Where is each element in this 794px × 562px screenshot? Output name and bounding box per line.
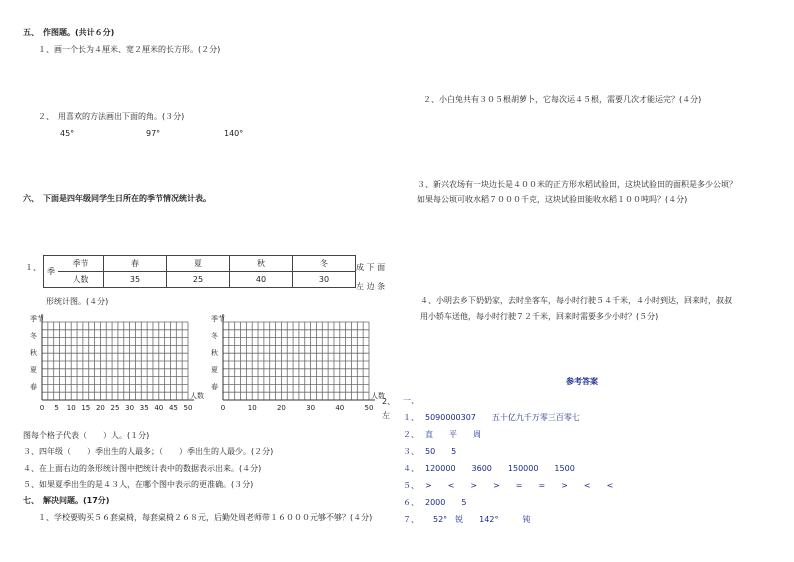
section6-q5: ５、如果夏季出生的是４３人，在哪个图中表示的更准确。(３分) [23,480,254,489]
section6-q1-cont: 形统计图。(４分) [46,297,109,306]
x-tick-label: 50 [364,404,374,412]
answer-num-4: ４、 [403,464,419,473]
angle-140: 140° [224,129,244,138]
angle-97: 97° [146,129,161,138]
category-label: 春 [211,383,218,391]
table-count-autumn: 40 [230,272,293,288]
table-count-spring: 35 [104,272,167,288]
answer-num-6: ６、 [403,498,419,507]
section5-q2: ２、 用喜欢的方法画出下面的角。(３分) [38,112,185,121]
section6-q2: 图每个格子代表（ ）人。(１分) [23,431,150,440]
section7-q2: ２、小白兔共有３０５根胡萝卜，它每次运４５根，需要几次才能运完？(４分) [423,95,702,104]
table-row-label: 人数 [58,272,104,288]
x-tick-label: 10 [66,404,76,412]
table-season-spring: 春 [104,256,167,272]
x-tick-label: 20 [95,404,105,412]
bar-chart-left [24,310,204,422]
table-count-summer: 25 [167,272,230,288]
section7-q3-line1: ３、新兴农场有一块边长是４００米的正方形水稻试验田，这块试验田的面积是多少公顷？ [417,180,737,189]
x-tick-label: 10 [247,404,257,412]
chart-grid-1 [223,322,369,400]
table-corner: 季 [44,256,59,288]
category-label: 夏 [211,366,218,374]
section7-title: 七、 解决问题。(17分) [23,496,110,505]
answer-num-2: ２、 [403,430,419,439]
answer-text-5: > < > > = = > < < [425,481,614,490]
section7-q1: １、学校要购买５６套桌椅，每套桌椅２６８元，后勤处周老师带１６０００元够不够？(４分) [38,513,373,522]
table-season-autumn: 秋 [230,256,293,272]
x-tick-label: 30 [125,404,135,412]
section6-q1-right-1: 成 下 面 [356,263,386,272]
x-tick-label: 35 [139,404,149,412]
section6-q4: ４、在上面右边的条形统计图中把统计表中的数据表示出来。(４分) [23,464,262,473]
section6-q1-num: １、 [25,263,41,272]
bar-chart-right [205,310,385,422]
table-row [44,272,356,288]
answer-text-6: 2000 5 [425,498,467,507]
section6-q1-right-2: 左 边 条 [356,282,386,291]
section7-q3-line2: 如果每公顷可收水稻７０００千克，这块试验田能收水稻１００吨吗？(４分) [417,195,688,204]
table-season-summer: 夏 [167,256,230,272]
answer-text-2: 直 平 周 [425,430,481,439]
answer-num-7: ７、 [403,515,419,524]
category-label: 秋 [211,349,218,357]
x-tick-label: 30 [306,404,316,412]
chart-grid-0 [42,322,188,400]
x-axis-label: 人数 [190,392,204,400]
section5-title: 五、 作图题。(共计６分) [23,28,115,37]
answer-text-4: 120000 3600 150000 1500 [425,464,575,473]
x-tick-label: 5 [54,404,59,412]
season-stats-table [43,255,356,288]
x-axis-label: 人数 [371,392,385,400]
x-tick-label: 40 [335,404,345,412]
answer-num-5: ５、 [403,481,419,490]
x-tick-label: 0 [39,404,45,412]
section6-title: 六、 下面是四年级同学生日所在的季节情况统计表。 [23,194,211,203]
answer-text-1: 5090000307 五十亿九千万零三百零七 [425,413,580,422]
category-label: 春 [30,383,37,391]
x-tick-label: 25 [110,404,120,412]
table-row [44,256,356,272]
x-tick-label: 45 [168,404,178,412]
category-label: 秋 [30,349,37,357]
answer-text-3: 50 5 [425,447,457,456]
section6-q2-num: 2、 [382,397,396,406]
section6-q3: ３、四年级（ ）季出生的人最多；（ ）季出生的人最少。(２分) [23,447,274,456]
answers-part: 一、 [403,396,419,405]
x-tick-label: 20 [276,404,286,412]
x-tick-label: 50 [183,404,193,412]
section5-q1: １、画一个长为４厘米、宽２厘米的长方形。(２分) [38,45,221,54]
answer-text-7: 52° 锐 142° 钝 [425,515,531,524]
answer-num-1: １、 [403,413,419,422]
category-label: 冬 [30,332,37,340]
section7-q4-line2: 用小轿车送他，每小时行驶７２千米，回来时需要多少小时？(５分) [420,312,659,321]
table-season-winter: 冬 [293,256,356,272]
table-count-winter: 30 [293,272,356,288]
y-axis-label: 季节 [30,315,44,323]
section6-q2-num-cont: 左 [382,411,390,420]
category-label: 冬 [211,332,218,340]
y-axis-label: 季节 [211,315,225,323]
x-tick-label: 40 [154,404,164,412]
category-label: 夏 [30,366,37,374]
angle-45: 45° [60,129,75,138]
table-header-label: 季节 [58,256,104,272]
answer-num-3: ３、 [403,447,419,456]
x-tick-label: 15 [81,404,91,412]
x-tick-label: 0 [220,404,226,412]
answers-title: 参考答案 [566,377,598,386]
section7-q4-line1: ４、小明去乡下奶奶家，去时坐客车，每小时行驶５４千米，４小时到达，回来时，叔叔 [420,296,732,305]
